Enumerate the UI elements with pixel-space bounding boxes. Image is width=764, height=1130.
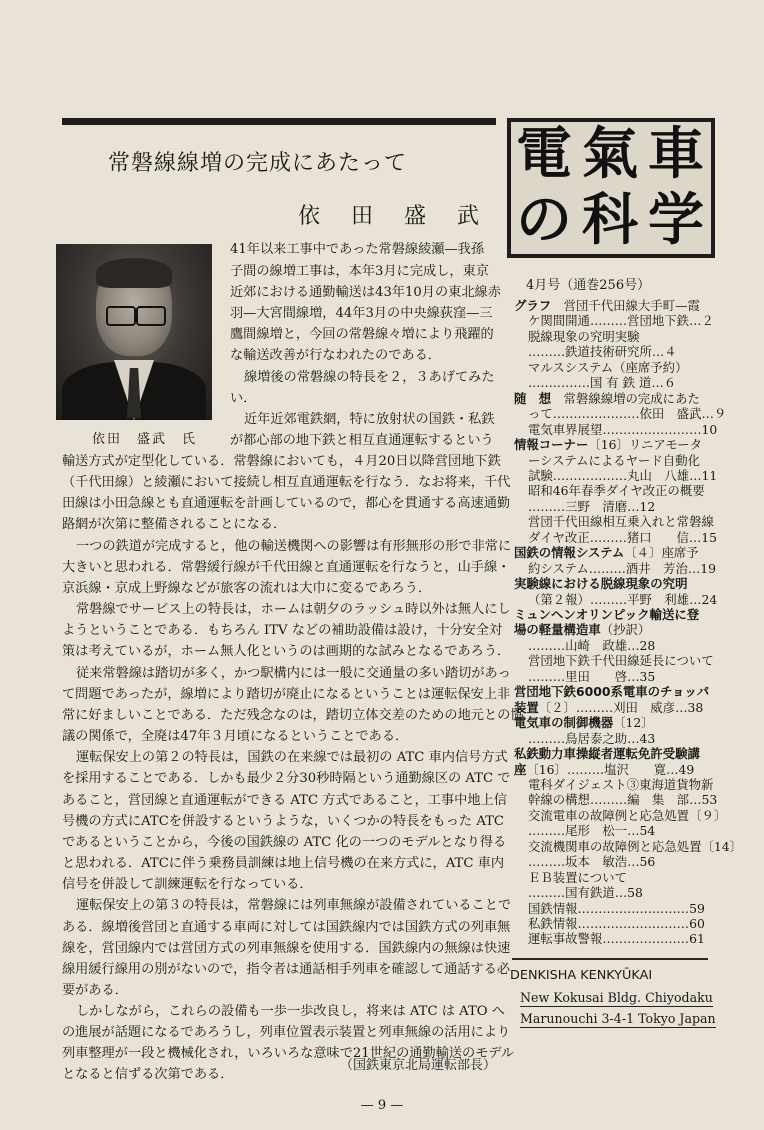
toc-entry — [528, 560, 716, 576]
toc-text: マルスシステム（座席予約） — [528, 359, 688, 375]
toc-text: （抄訳） — [600, 622, 651, 638]
body-line: であるということから，今後の国鉄線の ATC 化の一つのモデルとなり得る — [62, 835, 507, 850]
body-line: 41年以来工事中であった常磐線綾瀬—我孫 — [230, 242, 485, 257]
body-line: の進展が話題になるであろうし，列車位置表示装置と列車無線の活用により — [62, 1025, 511, 1040]
logo-char: の — [516, 188, 572, 253]
toc-entry — [528, 869, 627, 885]
toc-text: 試験………………丸山 八雄…11 — [528, 467, 718, 483]
body-line: しかしながら，これらの設備も一歩一歩改良し，将来は ATC は ATO へ — [76, 1004, 505, 1019]
body-line: 従来常磐線は踏切が多く，かつ駅構内には一般に交通量の多い踏切があっ — [76, 666, 511, 681]
body-line: 号機の方式にATCを併設するというような，いくつかの特長をもった ATC — [62, 814, 505, 829]
toc-text: ………鉄道技術研究所…４ — [528, 344, 677, 360]
body-line: 要がある． — [62, 983, 128, 998]
toc-entry — [528, 887, 643, 899]
publisher-address-line1: New Kokusai Bldg. Chiyodaku — [520, 990, 713, 1005]
logo-char: 電 — [516, 122, 572, 187]
toc-entry — [514, 300, 700, 312]
toc-text: ………里田 啓…35 — [528, 668, 656, 684]
toc-entry — [514, 717, 654, 729]
toc-entry — [528, 838, 743, 854]
toc-text: ………坂本 敏浩…56 — [528, 854, 656, 870]
toc-text: 電科ダイジェスト③東海道貨物新 — [528, 776, 714, 792]
toc-text: ダイヤ改正………猪口 信…15 — [528, 529, 717, 545]
toc-entry — [528, 328, 640, 344]
toc-text: ……………国 有 鉄 道…６ — [528, 375, 677, 391]
body-line: 線用緩行線用の別がないので，指令者は通話相手列車を確認して通話する必 — [62, 962, 511, 977]
toc-text: 営団千代田線大手町—霞 — [551, 298, 700, 313]
toc-text: 電気車界展望……………………10 — [528, 421, 718, 437]
issue-number: 4月号（通巻256号） — [526, 278, 651, 293]
toc-text: 昭和46年春季ダイヤ改正の概要 — [528, 483, 705, 499]
toc-entry — [528, 591, 718, 607]
toc-entry — [528, 452, 700, 468]
body-line: が都心部の地下鉄と相互直通運転するという — [230, 433, 494, 448]
body-line: ようということである．もちろん ITV などの補助設備は設け，十分安全対 — [62, 623, 503, 638]
toc-heading: 随 想 — [514, 390, 552, 406]
toc-text: 幹線の構想………編 集 部…53 — [528, 792, 718, 808]
toc-text: 私鉄情報………………………60 — [528, 916, 705, 931]
body-line: 路網が次第に整備されることになる． — [62, 517, 287, 532]
toc-text: 脱線現象の究明実験 — [528, 328, 640, 344]
toc-text: 〔２〕………刈田 威彦…38 — [538, 699, 704, 715]
top-rule — [62, 118, 496, 125]
body-line: を採用することである．しかも最少２分30秒時隔という通勤線区の ATC で — [62, 771, 511, 786]
toc-text: 営団千代田線相互乗入れと常磐線 — [528, 514, 714, 530]
toc-entry — [514, 578, 687, 590]
toc-text: 交流電車の故障例と応急処置〔９〕 — [528, 807, 727, 823]
toc-entry — [528, 408, 726, 420]
toc-entry — [528, 485, 705, 497]
toc-text: ………鳥居泰之助…43 — [528, 730, 656, 746]
toc-text: 約システム………酒井 芳治…19 — [528, 560, 716, 576]
body-line: 議の関係で，全廃は47年３月頃になるということである． — [62, 729, 409, 744]
body-line: ある．線増後営団と直通する車両に対しては国鉄線内では国鉄方式の列車無 — [62, 920, 511, 935]
toc-text: って…………………依田 盛武…９ — [528, 406, 727, 422]
toc-text: 交流機関車の故障例と応急処置〔14〕 — [528, 838, 743, 854]
body-line: 大きいと思われる．常磐緩行線が千代田線と直通運転を行なうと，山手線・ — [62, 560, 511, 575]
toc-entry — [528, 516, 714, 528]
toc-entry — [528, 807, 727, 823]
toc-entry — [528, 794, 717, 806]
toc-text: ケ関間開通………営団地下鉄…２ — [528, 313, 714, 329]
body-line: 線を，営団線内では営団方式の列車無線を使用する．国鉄線内の無線は快速 — [62, 941, 511, 956]
toc-entry — [528, 359, 688, 375]
toc-heading: 国鉄の情報システム — [514, 545, 625, 561]
toc-entry — [514, 609, 699, 621]
toc-text: 〔16〕リニアモータ — [588, 437, 702, 453]
body-line: 常磐線でサービス上の特長は，ホームは朝夕のラッシュ時以外は無人にし — [76, 602, 511, 617]
toc-entry — [528, 655, 714, 667]
body-line: となると信ずる次第である． — [62, 1067, 234, 1082]
article-title: 常磐線線増の完成にあたって — [108, 151, 408, 176]
toc-heading: 座 — [514, 761, 527, 777]
toc-entry — [514, 390, 700, 406]
toc-heading: 私鉄動力車操縦者運転免許受験講 — [514, 746, 700, 762]
body-line: 羽—大宮間線増，44年3月の中央線荻窪—三 — [230, 306, 493, 321]
toc-entry — [528, 529, 717, 545]
toc-text: 常磐線線増の完成にあた — [551, 390, 700, 406]
body-line: 策は考えているが，ホーム無人化というのは画期的な試みとなるであろう． — [62, 644, 511, 659]
body-line: （千代田線）と綾瀬において接続し相互直通運転を行なう．なお将来，千代 — [62, 475, 511, 490]
toc-divider — [512, 958, 708, 960]
toc-entry — [514, 761, 695, 777]
toc-text: 営団地下鉄千代田線延長について — [528, 653, 714, 669]
toc-entry — [528, 637, 656, 653]
toc-text: 〔12〕 — [613, 715, 654, 731]
publisher-name: DENKISHA KENKYŪKAI — [510, 968, 653, 983]
toc-text: 〔16〕………塩沢 寛…49 — [526, 761, 695, 777]
toc-entry — [528, 346, 677, 358]
toc-heading: 実験線における脱線現象の究明 — [514, 576, 688, 592]
toc-entry — [514, 439, 702, 451]
photo-caption: 依田 盛武 氏 — [92, 432, 198, 447]
toc-entry — [528, 668, 656, 684]
body-line: 運転保安上の第２の特長は，国鉄の在来線では最初の ATC 車内信号方式 — [76, 750, 508, 765]
body-line: て問題であったが，線増により踏切が廃止になるということは運転保安上非 — [62, 687, 511, 702]
toc-entry — [514, 699, 704, 715]
toc-text: 国鉄情報………………………59 — [528, 900, 705, 916]
body-line: あること，営団線と直通運転ができる ATC 方式であること，工事中地上信 — [62, 793, 507, 808]
toc-entry — [528, 315, 714, 327]
toc-entry — [528, 918, 705, 930]
toc-heading: 情報コーナー — [514, 437, 589, 453]
publisher-address-line2: Marunouchi 3-4-1 Tokyo Japan — [520, 1011, 716, 1026]
author-photo — [56, 244, 212, 420]
body-line: 常に好ましいことである．ただ残念なのは，踏切立体交差のための地元との協 — [62, 708, 524, 723]
toc-text: ………国有鉄道…58 — [528, 885, 643, 901]
toc-text: 〔４〕座席予 — [624, 545, 699, 561]
body-line: 近郊における通勤輸送は43年10月の東北線赤 — [230, 285, 501, 300]
logo-char: 学 — [648, 188, 704, 253]
toc-text: ＥＢ装置について — [528, 869, 627, 885]
body-line: 運転保安上の第３の特長は，常磐線には列車無線が設備されていることで — [76, 898, 512, 913]
toc-entry — [528, 467, 718, 483]
body-line: な輸送改善が行なわれたのである． — [230, 348, 441, 363]
toc-entry — [514, 748, 700, 760]
toc-heading: 場の軽量構造車 — [514, 622, 601, 638]
toc-heading: グラフ — [514, 298, 552, 313]
toc-text: ………三野 清磨…12 — [528, 498, 656, 514]
body-line: と思われる．ATCに伴う乗務員訓練は地上信号機の在来方式に，ATC 車内 — [62, 856, 505, 871]
toc-entry — [528, 776, 714, 792]
body-line: 列車整理が一段と機械化され，いろいろな意味で21世紀の通勤輸送のモデル — [62, 1046, 515, 1061]
body-line: 子間の線増工事は，本年3月に完成し，東京 — [230, 264, 489, 279]
toc-heading: 営団地下鉄6000系電車のチョッパ — [514, 684, 710, 700]
body-line: 近年近郊電鉄網，特に放射状の国鉄・私鉄 — [244, 412, 495, 427]
toc-entry — [514, 624, 650, 636]
toc-heading: 電気車の制御機器 — [514, 715, 614, 731]
author-affiliation: （国鉄東京北局運転部長） — [340, 1058, 497, 1073]
magazine-logo — [507, 118, 715, 258]
body-line: 田線は小田急線とも直通運転を計画しているので，都心を貫通する高速通勤 — [62, 496, 511, 511]
body-line: 輸送方式が定型化している．常磐線においても，４月20日以降営団地下鉄 — [62, 454, 501, 469]
body-line: 一つの鉄道が完成すると，他の輸送機関への影響は有形無形の形で非常に — [76, 539, 512, 554]
toc-entry — [528, 421, 718, 437]
toc-heading: 装置 — [514, 699, 539, 715]
toc-entry — [528, 498, 656, 514]
toc-text: 運転事故警報…………………61 — [528, 931, 705, 947]
toc-entry — [514, 547, 699, 559]
toc-entry — [528, 825, 655, 837]
toc-text: ーシステムによるヤード自動化 — [528, 452, 700, 468]
page-number: — 9 — — [360, 1098, 404, 1113]
toc-entry — [528, 377, 676, 389]
logo-char: 車 — [648, 122, 704, 187]
toc-text: ………山崎 政雄…28 — [528, 637, 656, 653]
toc-entry — [528, 856, 655, 868]
toc-entry — [514, 686, 709, 698]
toc-text: ………尾形 松一…54 — [528, 823, 656, 839]
body-line: 信号を併設して訓練運転を行なっている． — [62, 877, 313, 892]
article-author: 依 田 盛 武 — [298, 204, 491, 229]
toc-entry — [528, 900, 705, 916]
toc-text: （第２報）………平野 利雄…24 — [528, 591, 718, 607]
body-line: 鷹間線増と，今回の常磐線々増により飛躍的 — [230, 327, 494, 342]
logo-char: 氣 — [582, 122, 638, 187]
body-line: 線増後の常磐線の特長を２，３あげてみた — [244, 370, 495, 385]
logo-char: 科 — [582, 188, 638, 253]
toc-entry — [528, 933, 705, 945]
body-line: 京浜線・京成上野線などが旅客の流れは大巾に変るであろう． — [62, 581, 432, 596]
toc-entry — [528, 730, 656, 746]
toc-heading: ミュンヘンオリンピック輸送に登 — [514, 607, 700, 622]
body-line: い． — [230, 391, 257, 406]
